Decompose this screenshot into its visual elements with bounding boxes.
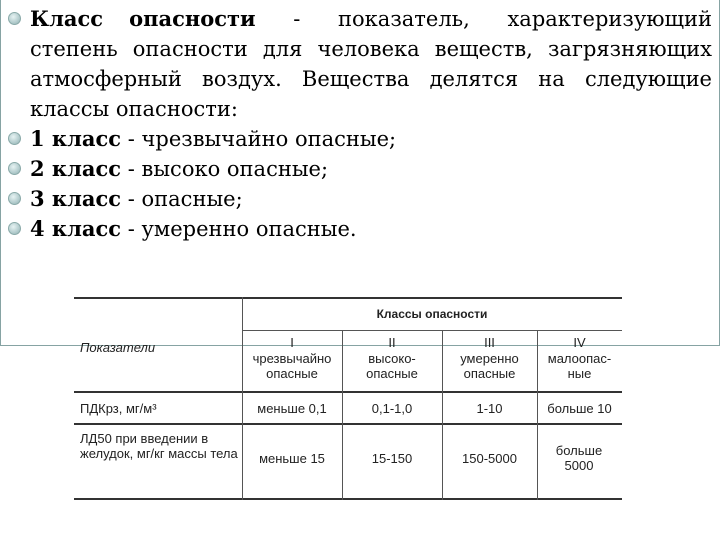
- table-rule-top: [74, 297, 622, 299]
- bullet-icon: [8, 12, 21, 25]
- table-cell: 1-10: [476, 401, 503, 416]
- class-description: - умеренно опасные.: [121, 217, 357, 241]
- bullet-icon: [8, 132, 21, 145]
- table-cell: 0,1-1,0: [371, 401, 413, 416]
- class-name: малоопас-ные: [547, 351, 612, 381]
- class-name: высоко-опасные: [366, 351, 418, 381]
- hazard-class-table: [74, 297, 622, 501]
- class-roman: I: [290, 335, 294, 350]
- class-roman: II: [388, 335, 396, 350]
- class-name: чрезвычайно опасные: [252, 351, 332, 381]
- table-rule-header-bottom: [74, 391, 622, 393]
- table-cell: 150-5000: [462, 451, 517, 466]
- table-rule-bottom: [74, 498, 622, 500]
- row-label-pdk: ПДКрз, мг/м³: [80, 401, 157, 416]
- table-header-group: Классы опасности: [376, 307, 488, 321]
- table-cell: больше 10: [547, 401, 612, 416]
- row-label-ld50: ЛД50 при введении в желудок, мг/кг массы тела: [80, 431, 238, 461]
- table-cell: 15-150: [371, 451, 413, 466]
- bullet-icon: [8, 222, 21, 235]
- class-description: - высоко опасные;: [121, 157, 329, 181]
- bullet-item-definition: [0, 4, 712, 124]
- bullet-item-class-1: [0, 124, 712, 154]
- bullet-icon: [8, 192, 21, 205]
- class-roman: III: [484, 335, 495, 350]
- table-cell: меньше 0,1: [257, 401, 327, 416]
- class-name: умеренно опасные: [460, 351, 519, 381]
- table-rule-row: [74, 423, 622, 425]
- table-rule-col: [242, 297, 243, 500]
- term-class: Класс: [30, 6, 104, 31]
- class-label: 1 класс: [30, 126, 122, 151]
- bullet-item-class-2: [0, 154, 712, 184]
- bullet-item-class-4: [0, 214, 712, 244]
- table-cell: больше 5000: [555, 443, 603, 473]
- class-roman: IV: [573, 335, 586, 350]
- bullet-icon: [8, 162, 21, 175]
- class-label: 3 класс: [30, 186, 122, 211]
- definition-text: - показатель, характеризующий степень опасности для человека веществ, загрязняющих атмосферный воздух. Вещества делятся на следующие классы опасности:: [30, 7, 712, 121]
- table-cell: меньше 15: [259, 451, 325, 466]
- table-row-header: Показатели: [80, 340, 156, 355]
- bullet-list: [0, 4, 712, 244]
- term-danger: опасности: [129, 6, 256, 31]
- table-rule-group: [242, 330, 622, 331]
- class-description: - чрезвычайно опасные;: [121, 127, 397, 151]
- class-description: - опасные;: [121, 187, 243, 211]
- class-label: 2 класс: [30, 156, 122, 181]
- bullet-item-class-3: [0, 184, 712, 214]
- class-label: 4 класс: [30, 216, 122, 241]
